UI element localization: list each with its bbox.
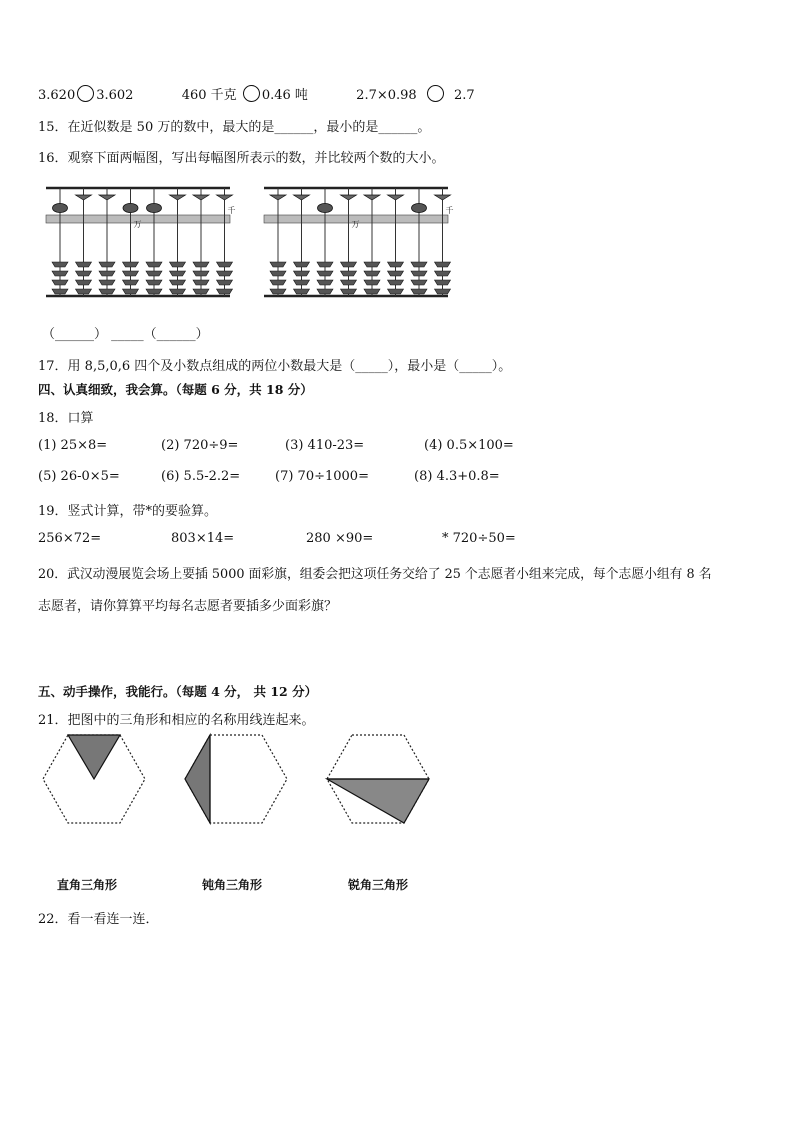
abacus-bead — [217, 289, 233, 294]
abacus-bead — [411, 262, 427, 267]
abacus-bead — [52, 289, 68, 294]
abacus-bead — [123, 280, 139, 285]
abacus-bead — [76, 262, 92, 267]
abacus-bead — [388, 289, 404, 294]
abacus-bead — [146, 280, 162, 285]
label-right-triangle: 直角三角形 — [57, 878, 118, 892]
abacus-bead — [317, 262, 333, 267]
q20-line-1: 20．武汉动漫展览会场上要插 5000 面彩旗，组委会把这项任务交给了 25 个志愿者小组来完成，每个志愿小组有 8 名 — [38, 567, 712, 582]
abacus-bead — [146, 289, 162, 294]
q14-a-right: 3.602 — [96, 88, 134, 103]
abacus-bead — [341, 280, 357, 285]
q18-title: 18．口算 — [38, 411, 94, 426]
abacus-bead — [217, 280, 233, 285]
vertical-calc-item: 256×72= — [38, 531, 102, 546]
q14-b-left: 460 千克 — [181, 88, 237, 103]
abacus-bead — [76, 280, 92, 285]
abacus-bead — [364, 195, 380, 200]
abacus-bead — [270, 262, 286, 267]
abacus-bead — [388, 280, 404, 285]
abacus-bead — [294, 195, 310, 200]
abacus-bead — [388, 195, 404, 200]
q21-text: 21．把图中的三角形和相应的名称用线连起来。 — [38, 713, 315, 728]
oral-calc-item: (4) 0.5×100= — [424, 438, 514, 453]
compare-circle-3[interactable] — [427, 85, 444, 102]
q14-b-right: 0.46 吨 — [261, 88, 308, 103]
abacus-bead — [123, 271, 139, 276]
q16-text: 16．观察下面两幅图，写出每幅图所表示的数，并比较两个数的大小。 — [38, 151, 445, 166]
abacus-bead — [341, 195, 357, 200]
abacus-bead — [123, 289, 139, 294]
abacus-bead — [170, 262, 186, 267]
hexagon-figure-2 — [184, 734, 288, 824]
abacus-place-label: 万 — [133, 220, 142, 229]
abacus-bead — [146, 271, 162, 276]
abacus-bead — [435, 262, 451, 267]
abacus-bead — [123, 262, 139, 267]
abacus-bead — [170, 280, 186, 285]
hexagon-figure-3 — [326, 734, 430, 824]
oral-calc-item: (6) 5.5-2.2= — [161, 469, 241, 484]
abacus-bead — [217, 262, 233, 267]
q14-c-left: 2.7×0.98 — [356, 88, 417, 103]
vertical-calc-item: * 720÷50= — [442, 531, 516, 546]
abacus-bead — [270, 271, 286, 276]
q20-line-2: 志愿者，请你算算平均每名志愿者要插多少面彩旗？ — [38, 599, 338, 614]
abacus-bead — [317, 289, 333, 294]
abacus-bead — [52, 280, 68, 285]
q22-text: 22．看一看连一连． — [38, 912, 159, 927]
abacus-bead — [411, 280, 427, 285]
abacus-bead — [388, 262, 404, 267]
abacus-bead — [99, 271, 115, 276]
oral-calc-item: (3) 410-23= — [285, 438, 365, 453]
label-obtuse-triangle: 钝角三角形 — [202, 878, 263, 892]
abacus-bead — [217, 271, 233, 276]
abacus-1 — [44, 185, 234, 300]
abacus-bead — [364, 271, 380, 276]
abacus-bead — [193, 195, 209, 200]
abacus-bead — [294, 280, 310, 285]
abacus-bead — [99, 262, 115, 267]
abacus-bead — [217, 195, 233, 200]
abacus-bead — [435, 280, 451, 285]
abacus-bead — [99, 289, 115, 294]
abacus-bead — [341, 271, 357, 276]
abacus-bead — [411, 289, 427, 294]
abacus-place-label: 千 — [445, 206, 454, 215]
q17-text: 17．用 8,5,0,6 四个及小数点组成的两位小数最大是（_____），最小是（_____）。 — [38, 359, 512, 374]
abacus-bead — [170, 271, 186, 276]
abacus-bead — [193, 289, 209, 294]
abacus-bead — [193, 271, 209, 276]
abacus-bead — [123, 203, 138, 212]
abacus-bead — [317, 280, 333, 285]
abacus-bead — [294, 262, 310, 267]
abacus-bead — [388, 271, 404, 276]
compare-circle-2[interactable] — [243, 85, 260, 102]
abacus-bead — [147, 203, 162, 212]
abacus-bead — [318, 203, 333, 212]
abacus-bead — [270, 195, 286, 200]
abacus-bead — [270, 289, 286, 294]
abacus-bead — [76, 289, 92, 294]
abacus-bead — [76, 271, 92, 276]
abacus-bead — [364, 262, 380, 267]
abacus-bead — [435, 271, 451, 276]
vertical-calc-item: 803×14= — [171, 531, 235, 546]
abacus-bead — [411, 271, 427, 276]
abacus-bead — [412, 203, 427, 212]
abacus-bead — [294, 271, 310, 276]
oral-calc-item: (5) 26-0×5= — [38, 469, 120, 484]
compare-circle-1[interactable] — [77, 85, 94, 102]
q14-a-left: 3.620 — [38, 88, 76, 103]
abacus-bead — [193, 280, 209, 285]
q19-title: 19．竖式计算，带*的要验算。 — [38, 504, 218, 519]
abacus-bead — [52, 271, 68, 276]
q15-text: 15．在近似数是 50 万的数中，最大的是______，最小的是______。 — [38, 120, 431, 135]
abacus-bead — [170, 195, 186, 200]
abacus-bead — [99, 280, 115, 285]
abacus-bead — [317, 271, 333, 276]
abacus-bead — [170, 289, 186, 294]
abacus-bead — [364, 289, 380, 294]
q14-compare-row — [38, 84, 475, 103]
q14-c-right: 2.7 — [453, 88, 475, 103]
label-acute-triangle: 锐角三角形 — [348, 878, 409, 892]
abacus-bead — [76, 195, 92, 200]
abacus-bead — [146, 262, 162, 267]
abacus-bead — [270, 280, 286, 285]
abacus-bead — [341, 262, 357, 267]
section-4-heading: 四、认真细致，我会算。（每题 6 分，共 18 分） — [38, 382, 313, 397]
q16-answer-line: （______） _____（______） — [42, 327, 209, 342]
abacus-bead — [435, 195, 451, 200]
abacus-bead — [53, 203, 68, 212]
oral-calc-item: (2) 720÷9= — [161, 438, 239, 453]
abacus-bead — [52, 262, 68, 267]
oral-calc-item: (8) 4.3+0.8= — [414, 469, 500, 484]
abacus-bead — [294, 289, 310, 294]
abacus-bead — [99, 195, 115, 200]
oral-calc-item: (1) 25×8= — [38, 438, 108, 453]
abacus-bead — [341, 289, 357, 294]
abacus-place-label: 千 — [227, 206, 236, 215]
abacus-bead — [364, 280, 380, 285]
section-5-heading: 五、动手操作，我能行。（每题 4 分， 共 12 分） — [38, 684, 318, 699]
oral-calc-item: (7) 70÷1000= — [275, 469, 369, 484]
hexagon-figure-1 — [42, 734, 146, 824]
abacus-bead — [193, 262, 209, 267]
abacus-place-label: 万 — [351, 220, 360, 229]
abacus-bead — [435, 289, 451, 294]
abacus-2 — [262, 185, 452, 300]
vertical-calc-item: 280 ×90= — [306, 531, 374, 546]
